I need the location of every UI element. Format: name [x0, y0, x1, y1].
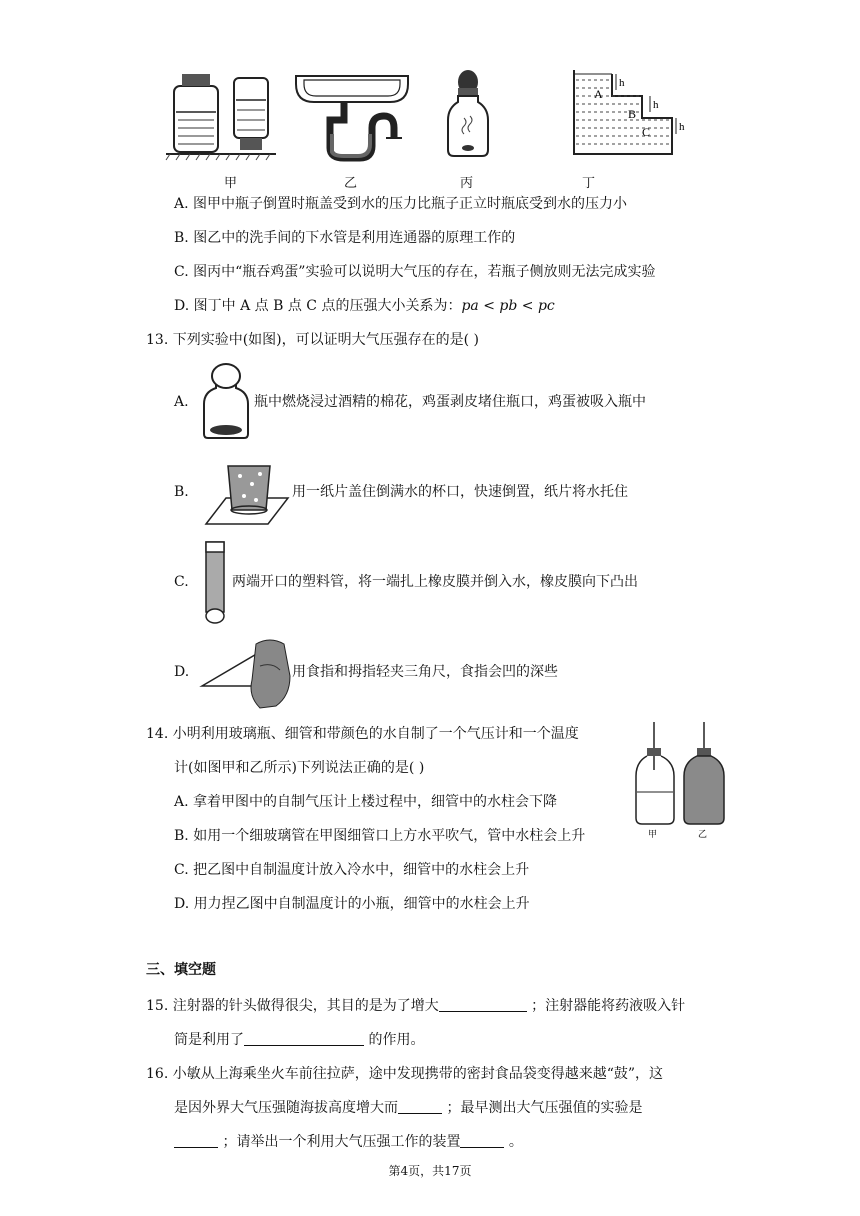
q16-blank-2[interactable]: [174, 1133, 218, 1148]
q16-line3: ；请举出一个利用大气压强工作的装置 。: [174, 1132, 523, 1152]
q14-caption-jia: 甲: [648, 829, 658, 839]
figure-yi: [294, 72, 410, 162]
q13-option-c-letter: C.: [174, 574, 189, 590]
q16-blank-1[interactable]: [398, 1099, 442, 1114]
q14-figure-bottles: [634, 718, 730, 838]
q13-option-a-text: 瓶中燃烧浸过酒精的棉花，鸡蛋剥皮堵住瓶口，鸡蛋被吸入瓶中: [254, 394, 646, 410]
q13-option-c-text: 两端开口的塑料管，将一端扎上橡皮膜并倒入水，橡皮膜向下凸出: [232, 574, 638, 590]
figure-ding: [572, 68, 696, 158]
q15-blank-1[interactable]: [439, 997, 527, 1012]
figure-bing: [444, 68, 492, 160]
q13-option-b-text: 用一纸片盖住倒满水的杯口，快速倒置，纸片将水托住: [292, 484, 628, 500]
q14-stem-line2: 计(如图甲和乙所示)下列说法正确的是( ): [174, 760, 425, 776]
q13-stem: 13. 下列实验中(如图)，可以证明大气压强存在的是( ): [146, 332, 480, 348]
q13-figure-a-egg-bottle: [200, 362, 252, 440]
q16-blank-3[interactable]: [460, 1133, 504, 1148]
ding-label-h3: h: [679, 121, 685, 133]
q14-stem-line1: 14. 小明利用玻璃瓶、细管和带颜色的水自制了一个气压计和一个温度: [146, 726, 579, 742]
ding-label-a: A: [594, 87, 603, 101]
q12-option-c: C. 图丙中“瓶吞鸡蛋”实验可以说明大气压的存在，若瓶子侧放则无法完成实验: [174, 264, 656, 280]
caption-jia: 甲: [224, 176, 238, 191]
section-title: 三、填空题: [146, 962, 216, 978]
q15-line1: 15. 注射器的针头做得很尖，其目的是为了增大 ；注射器能将药液吸入针: [146, 998, 686, 1014]
q13-option-a-letter: A.: [174, 394, 189, 410]
figure-jia: [166, 68, 276, 164]
q13-option-b-letter: B.: [174, 484, 189, 500]
page-footer: 第4页，共17页: [388, 1164, 472, 1178]
q12-option-d: D. 图丁中 A 点 B 点 C 点的压强大小关系为：pa < pb < pc: [174, 298, 555, 314]
q14-caption-yi: 乙: [698, 829, 708, 839]
ding-label-b: B: [628, 107, 637, 121]
q14-option-d: D. 用力捏乙图中自制温度计的小瓶，细管中的水柱会上升: [174, 896, 530, 912]
q12-option-b: B. 图乙中的洗手间的下水管是利用连通器的原理工作的: [174, 230, 516, 246]
caption-yi: 乙: [344, 176, 358, 191]
q13-option-d-letter: D.: [174, 664, 190, 680]
caption-bing: 丙: [460, 176, 474, 191]
q13-figure-d-triangle-ruler: [200, 636, 292, 710]
ding-label-h1: h: [619, 77, 625, 89]
q16-line1: 16. 小敏从上海乘坐火车前往拉萨，途中发现携带的密封食品袋变得越来越“鼓”，这: [146, 1066, 664, 1082]
q15-blank-2[interactable]: [244, 1031, 364, 1046]
q12-option-a: A. 图甲中瓶子倒置时瓶盖受到水的压力比瓶子正立时瓶底受到水的压力小: [174, 196, 628, 212]
q14-option-b: B. 如用一个细玻璃管在甲图细管口上方水平吹气，管中水柱会上升: [174, 828, 586, 844]
ding-label-c: C: [642, 125, 651, 139]
q14-option-a: A. 拿着甲图中的自制气压计上楼过程中，细管中的水柱会下降: [174, 794, 558, 810]
q16-line2: 是因外界大气压强随海拔高度增大而 ；最早测出大气压强值的实验是: [174, 1100, 643, 1116]
ding-label-h2: h: [653, 99, 659, 111]
caption-ding: 丁: [582, 176, 596, 191]
q13-figure-b-cup-paper: [200, 458, 290, 528]
pressure-formula: pa < pb < pc: [461, 298, 555, 314]
q13-figure-c-plastic-tube: [200, 540, 230, 626]
q15-line2: 筒是利用了 的作用。: [174, 1032, 425, 1048]
q13-option-d-text: 用食指和拇指轻夹三角尺，食指会凹的深些: [292, 664, 558, 680]
q14-option-c: C. 把乙图中自制温度计放入冷水中，细管中的水柱会上升: [174, 862, 530, 878]
